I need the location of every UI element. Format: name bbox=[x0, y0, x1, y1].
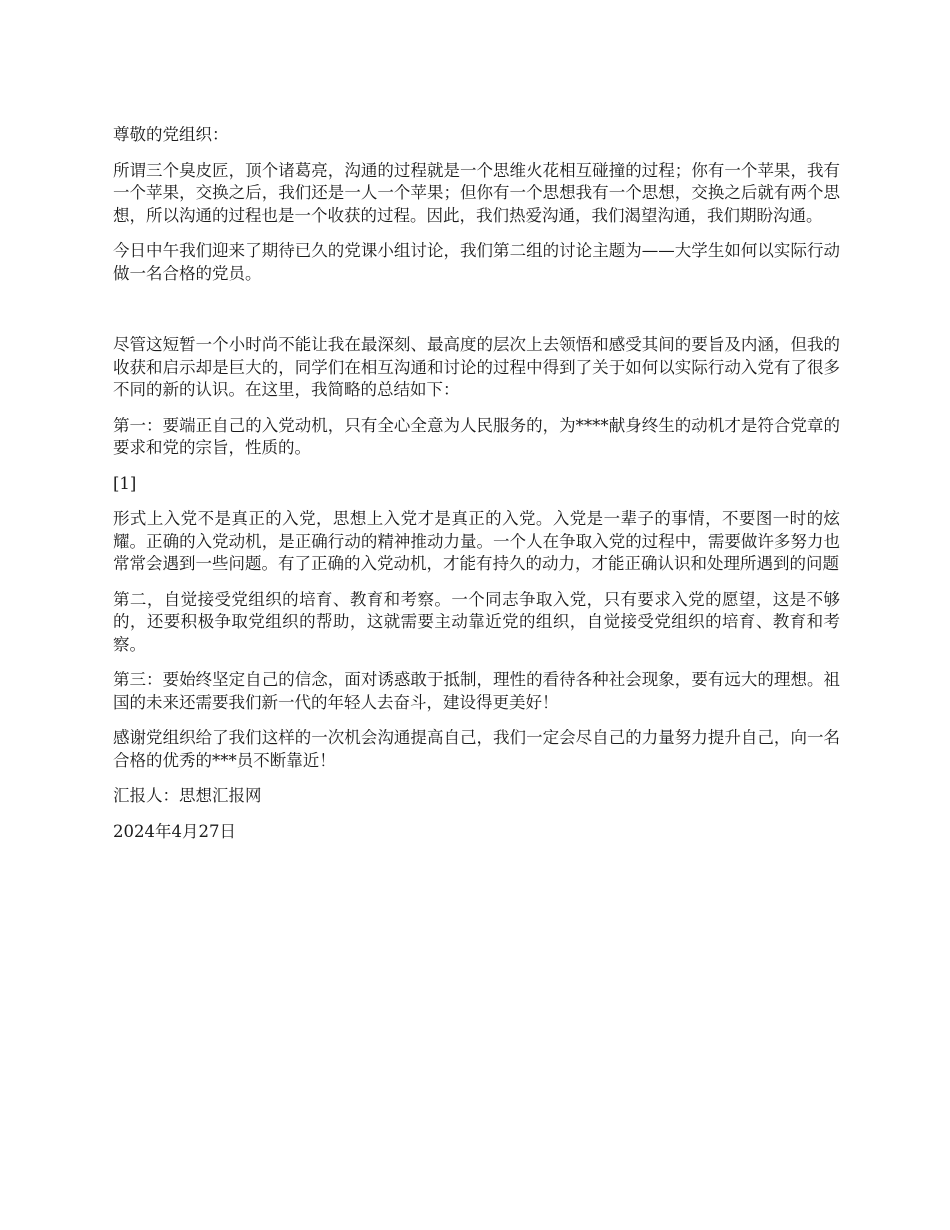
paragraph-point-two: 第二，自觉接受党组织的培育、教育和考察。一个同志争取入党，只有要求入党的愿望，这是不够的，还要积极争取党组织的帮助，这就需要主动靠近党的组织，自觉接受党组织的培育、教育和考察。 bbox=[113, 589, 840, 654]
paragraph-topic: 今日中午我们迎来了期待已久的党课小组讨论，我们第二组的讨论主题为——大学生如何以实际行动做一名合格的党员。 bbox=[113, 241, 840, 283]
paragraph-summary: 尽管这短暂一个小时尚不能让我在最深刻、最高度的层次上去领悟和感受其间的要旨及内涵，但我的收获和启示却是巨大的，同学们在相互沟通和讨论的过程中得到了关于如何以实际行动入党有了很多不同的新的认识。在这里，我简略的总结如下： bbox=[113, 335, 840, 399]
paragraph-closing: 感谢党组织给了我们这样的一次机会沟通提高自己，我们一定会尽自己的力量努力提升自己，向一名合格的优秀的***员不断靠近！ bbox=[113, 728, 840, 770]
blank-spacer bbox=[113, 298, 840, 334]
document-body bbox=[113, 124, 840, 856]
reporter-signature: 汇报人：思想汇报网 bbox=[113, 786, 262, 805]
paragraph-point-one: 第一：要端正自己的入党动机，只有全心全意为人民服务的，为****献身终生的动机才是符合党章的要求和党的宗旨，性质的。 bbox=[113, 415, 840, 457]
report-date: 2024年4月27日 bbox=[113, 821, 236, 841]
paragraph-intro: 所谓三个臭皮匠，顶个诸葛亮，沟通的过程就是一个思维火花相互碰撞的过程；你有一个苹果，我有一个苹果，交换之后，我们还是一人一个苹果；但你有一个思想我有一个思想，交换之后就有两个思想，所以沟通的过程也是一个收获的过程。因此，我们热爱沟通，我们渴望沟通，我们期盼沟通。 bbox=[113, 160, 840, 225]
footnote-marker: [1] bbox=[113, 473, 137, 493]
paragraph-motivation: 形式上入党不是真正的入党，思想上入党才是真正的入党。入党是一辈子的事情，不要图一时的炫耀。正确的入党动机，是正确行动的精神推动力量。一个人在争取入党的过程中，需要做许多努力也常常会遇到一些问题。有了正确的入党动机，才能有持久的动力，才能正确认识和处理所遇到的问题 bbox=[113, 509, 840, 573]
paragraph-point-three: 第三：要始终坚定自己的信念，面对诱惑敢于抵制，理性的看待各种社会现象，要有远大的理想。祖国的未来还需要我们新一代的年轻人去奋斗，建设得更美好！ bbox=[113, 670, 840, 712]
salutation: 尊敬的党组织： bbox=[113, 125, 229, 144]
